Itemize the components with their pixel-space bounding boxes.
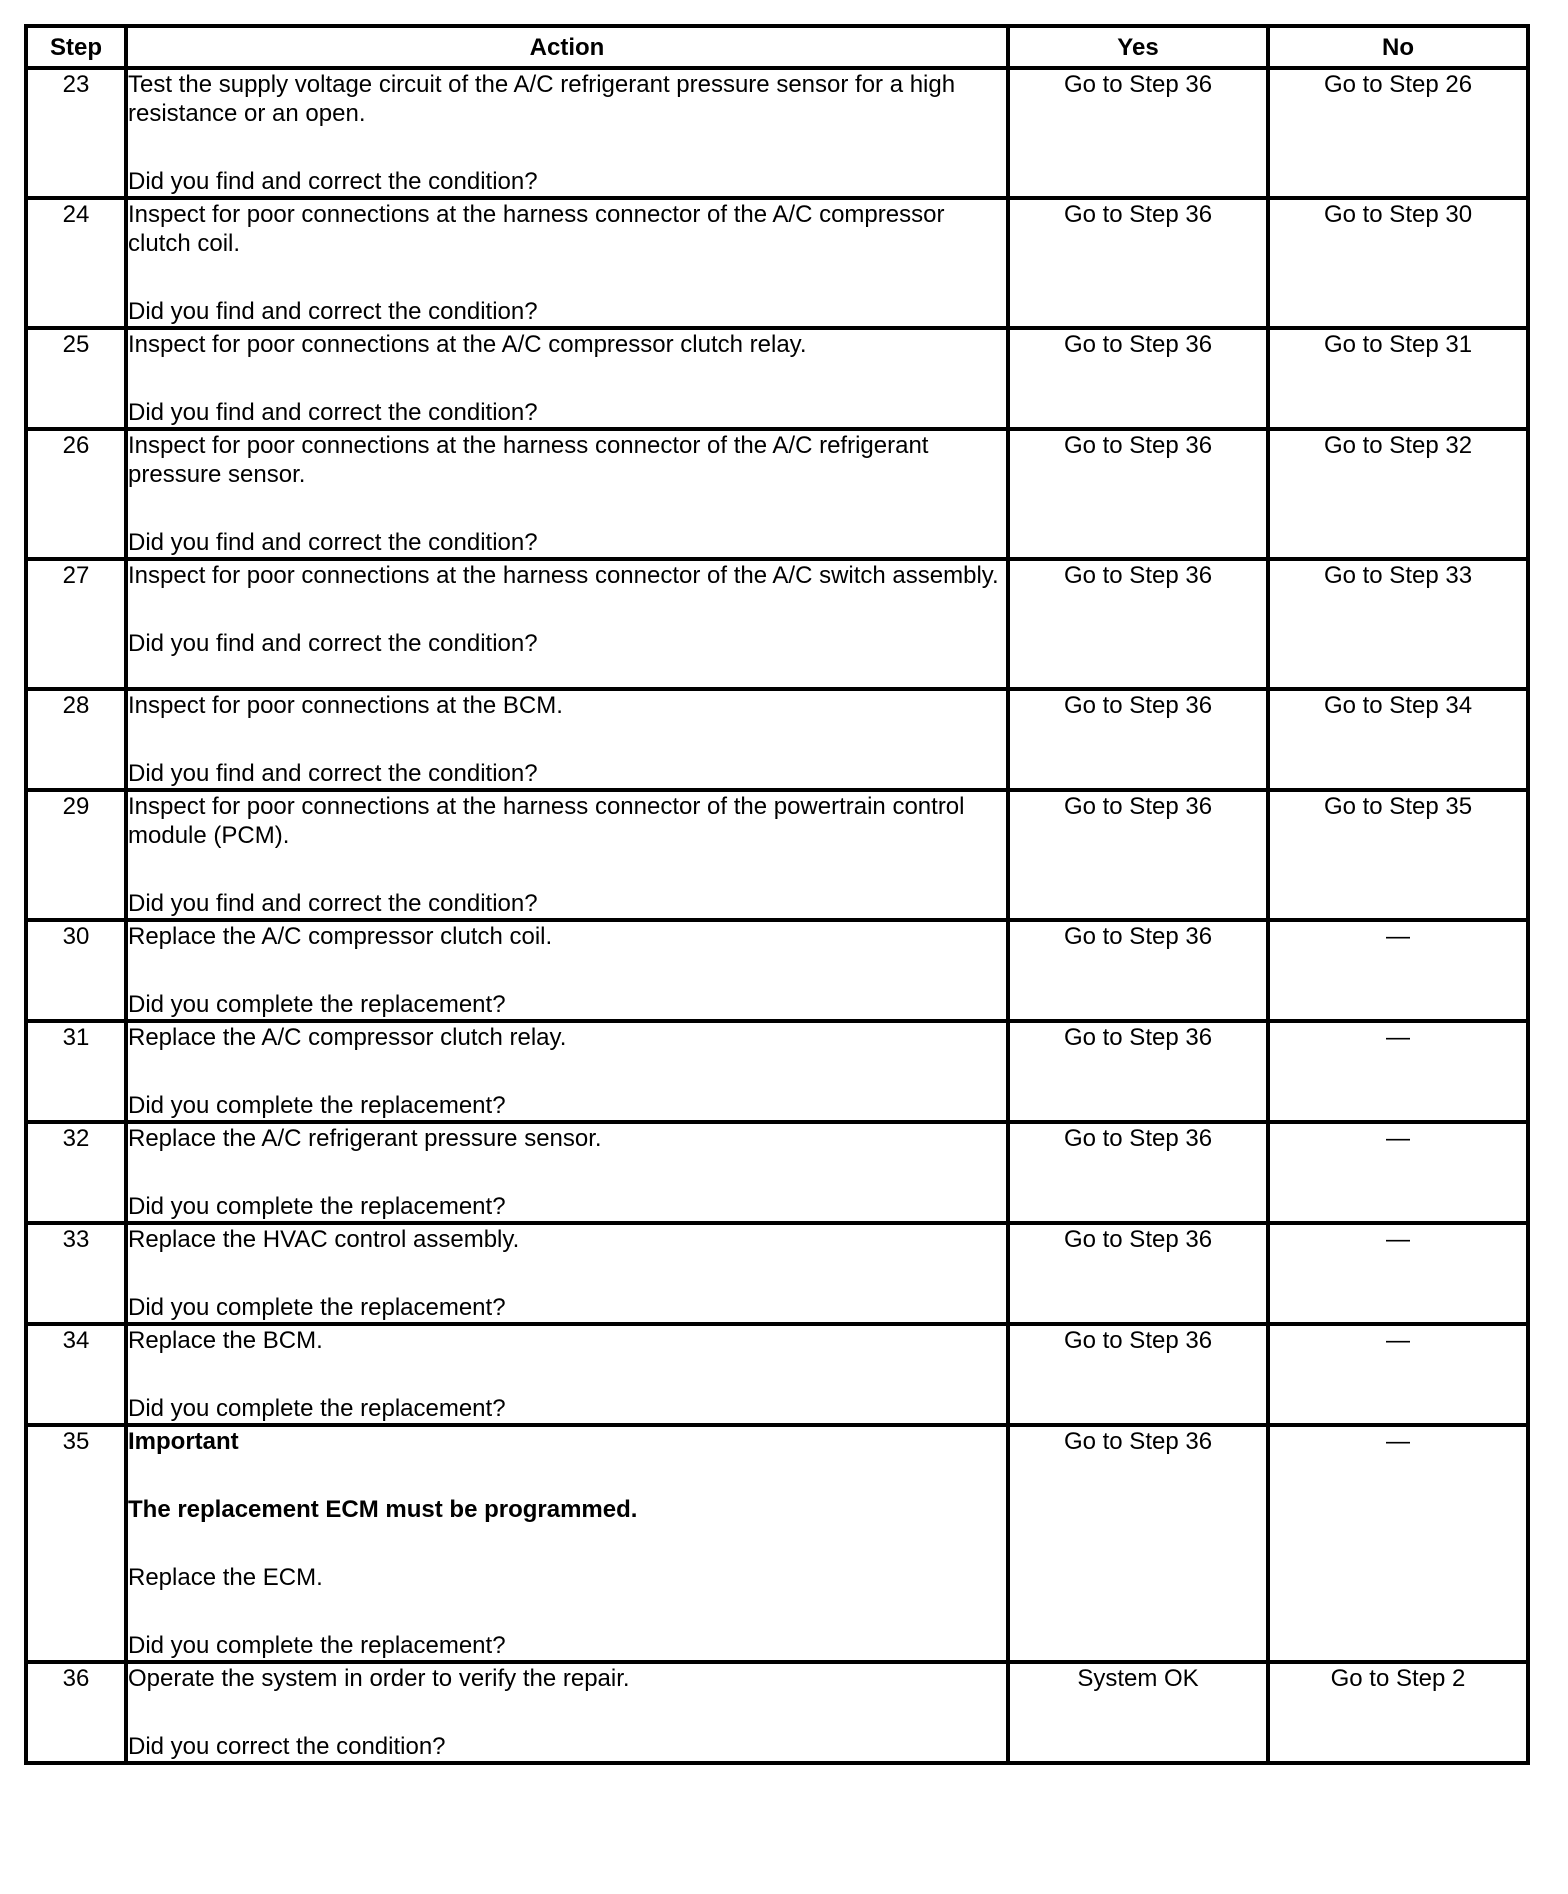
action-cell — [126, 1223, 1008, 1324]
table-row — [26, 1021, 1528, 1122]
action-cell — [126, 689, 1008, 790]
step-number: 26 — [26, 429, 126, 559]
table-row — [26, 68, 1528, 198]
table-row — [26, 1122, 1528, 1223]
header-step: Step — [26, 26, 126, 68]
action-text: Replace the BCM. — [128, 1327, 323, 1354]
action-cell — [126, 68, 1008, 198]
yes-result: Go to Step 36 — [1008, 198, 1268, 328]
action-cell — [126, 1662, 1008, 1763]
action-cell — [126, 198, 1008, 328]
action-text: Inspect for poor connections at the harness connector of the A/C refrigerant pressure sensor. — [128, 432, 929, 488]
no-result: Go to Step 33 — [1268, 559, 1528, 689]
action-text: Inspect for poor connections at the harness connector of the A/C compressor clutch coil. — [128, 201, 945, 257]
action-text: Test the supply voltage circuit of the A/C refrigerant pressure sensor for a high resistance or an open. — [128, 71, 956, 127]
action-cell — [126, 1324, 1008, 1425]
question-text: Did you correct the condition? — [128, 1733, 446, 1760]
no-result: Go to Step 35 — [1268, 790, 1528, 920]
step-number: 30 — [26, 920, 126, 1021]
header-yes: Yes — [1008, 26, 1268, 68]
action-cell — [126, 1425, 1008, 1662]
yes-result: Go to Step 36 — [1008, 1021, 1268, 1122]
question-text: Did you complete the replacement? — [128, 1294, 506, 1321]
yes-result: Go to Step 36 — [1008, 689, 1268, 790]
yes-result: Go to Step 36 — [1008, 920, 1268, 1021]
step-number: 35 — [26, 1425, 126, 1662]
action-cell — [126, 1021, 1008, 1122]
yes-result: Go to Step 36 — [1008, 1324, 1268, 1425]
table-row — [26, 1425, 1528, 1662]
action-text: Replace the A/C compressor clutch relay. — [128, 1024, 567, 1051]
important-label: Important — [128, 1428, 239, 1455]
action-text: Operate the system in order to verify the repair. — [128, 1665, 630, 1692]
no-result: Go to Step 31 — [1268, 328, 1528, 429]
question-text: Did you find and correct the condition? — [128, 890, 538, 917]
diagnostic-steps-table — [24, 24, 1530, 1765]
table-row — [26, 1223, 1528, 1324]
action-text: Replace the A/C compressor clutch coil. — [128, 923, 553, 950]
action-cell — [126, 920, 1008, 1021]
no-result: Go to Step 34 — [1268, 689, 1528, 790]
action-text: Inspect for poor connections at the BCM. — [128, 692, 563, 719]
yes-result: Go to Step 36 — [1008, 68, 1268, 198]
table-row — [26, 1662, 1528, 1763]
no-result: — — [1268, 1223, 1528, 1324]
yes-result: Go to Step 36 — [1008, 429, 1268, 559]
question-text: Did you find and correct the condition? — [128, 298, 538, 325]
yes-result: Go to Step 36 — [1008, 1122, 1268, 1223]
important-text: The replacement ECM must be programmed. — [128, 1496, 638, 1523]
step-number: 31 — [26, 1021, 126, 1122]
no-result: Go to Step 26 — [1268, 68, 1528, 198]
question-text: Did you complete the replacement? — [128, 1092, 506, 1119]
question-text: Did you complete the replacement? — [128, 1632, 506, 1659]
table-row — [26, 559, 1528, 689]
step-number: 29 — [26, 790, 126, 920]
question-text: Did you find and correct the condition? — [128, 168, 538, 195]
question-text: Did you complete the replacement? — [128, 991, 506, 1018]
table-row — [26, 328, 1528, 429]
question-text: Did you complete the replacement? — [128, 1193, 506, 1220]
action-cell — [126, 429, 1008, 559]
yes-result: System OK — [1008, 1662, 1268, 1763]
step-number: 34 — [26, 1324, 126, 1425]
question-text: Did you complete the replacement? — [128, 1395, 506, 1422]
step-number: 24 — [26, 198, 126, 328]
no-result: — — [1268, 920, 1528, 1021]
action-cell — [126, 790, 1008, 920]
no-result: Go to Step 30 — [1268, 198, 1528, 328]
no-result: — — [1268, 1021, 1528, 1122]
action-text: Inspect for poor connections at the A/C compressor clutch relay. — [128, 331, 807, 358]
no-result: Go to Step 32 — [1268, 429, 1528, 559]
action-text: Replace the A/C refrigerant pressure sensor. — [128, 1125, 602, 1152]
no-result: Go to Step 2 — [1268, 1662, 1528, 1763]
step-number: 36 — [26, 1662, 126, 1763]
action-text: Inspect for poor connections at the harness connector of the powertrain control module (PCM). — [128, 793, 965, 849]
yes-result: Go to Step 36 — [1008, 1223, 1268, 1324]
table-row — [26, 429, 1528, 559]
step-number: 33 — [26, 1223, 126, 1324]
table-row — [26, 689, 1528, 790]
question-text: Did you find and correct the condition? — [128, 399, 538, 426]
action-text: Inspect for poor connections at the harness connector of the A/C switch assembly. — [128, 562, 999, 589]
question-text: Did you find and correct the condition? — [128, 529, 538, 556]
header-no: No — [1268, 26, 1528, 68]
no-result: — — [1268, 1324, 1528, 1425]
yes-result: Go to Step 36 — [1008, 790, 1268, 920]
action-text: Replace the ECM. — [128, 1564, 323, 1591]
step-number: 27 — [26, 559, 126, 689]
no-result: — — [1268, 1122, 1528, 1223]
table-row — [26, 920, 1528, 1021]
no-result: — — [1268, 1425, 1528, 1662]
action-cell — [126, 1122, 1008, 1223]
header-action: Action — [126, 26, 1008, 68]
step-number: 32 — [26, 1122, 126, 1223]
step-number: 23 — [26, 68, 126, 198]
question-text: Did you find and correct the condition? — [128, 630, 538, 657]
question-text: Did you find and correct the condition? — [128, 760, 538, 787]
header-row — [26, 26, 1528, 68]
table-row — [26, 1324, 1528, 1425]
yes-result: Go to Step 36 — [1008, 1425, 1268, 1662]
action-cell — [126, 328, 1008, 429]
yes-result: Go to Step 36 — [1008, 328, 1268, 429]
table-row — [26, 198, 1528, 328]
yes-result: Go to Step 36 — [1008, 559, 1268, 689]
table-row — [26, 790, 1528, 920]
step-number: 28 — [26, 689, 126, 790]
action-cell — [126, 559, 1008, 689]
step-number: 25 — [26, 328, 126, 429]
action-text: Replace the HVAC control assembly. — [128, 1226, 520, 1253]
